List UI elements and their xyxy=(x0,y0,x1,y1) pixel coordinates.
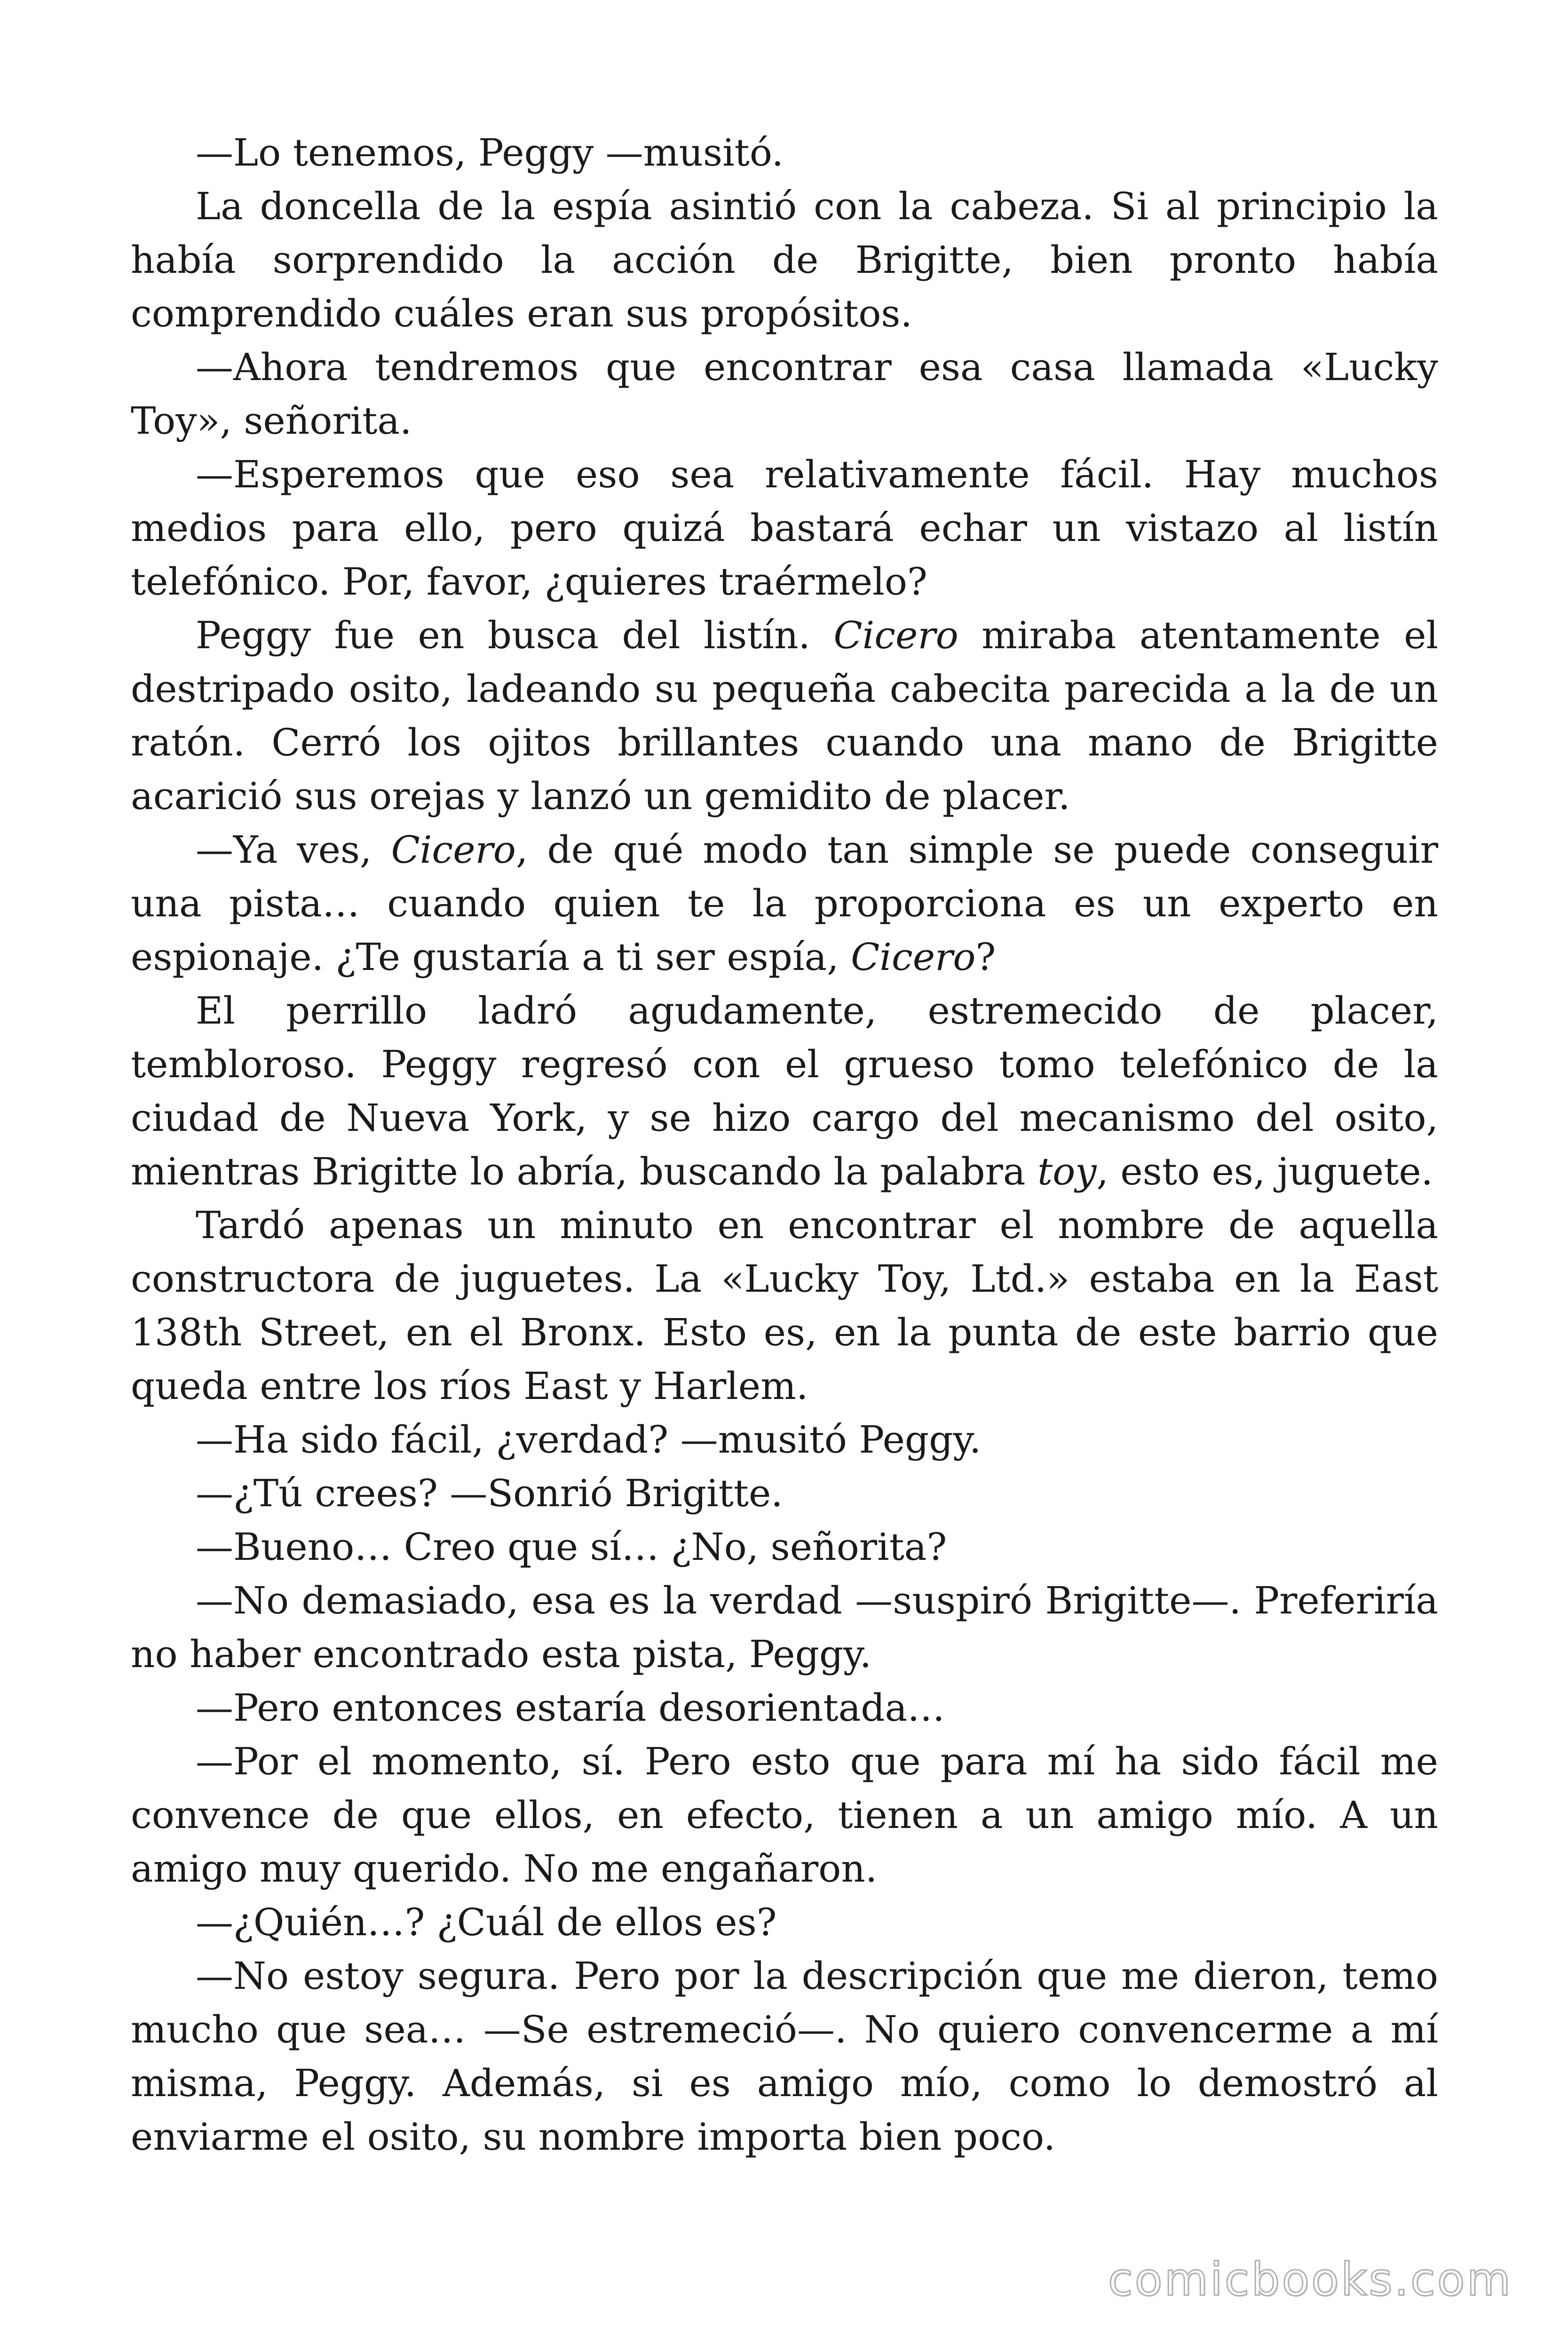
paragraph: La doncella de la espía asintió con la cabeza. Si al principio la había sorprendido la acción de Brigitte, bien pronto había comprendido cuáles eran sus propósitos. xyxy=(131,184,1438,335)
paragraph: —¿Quién…? ¿Cuál de ellos es? xyxy=(196,1900,777,1944)
paragraph: El perrillo ladró agudamente, estremecido de placer, tembloroso. Peggy regresó con el grueso tomo telefónico de la ciudad de Nueva York, y se hizo cargo del mecanismo del osito, mientras Brigitte lo abría, buscando la palabra toy, esto es, juguete. xyxy=(131,989,1438,1193)
paragraph: —Ahora tendremos que encontrar esa casa llamada «Lucky Toy», señorita. xyxy=(131,345,1438,443)
paragraph: —Pero entonces estaría desorientada… xyxy=(196,1686,945,1730)
watermark: comicbooks.com xyxy=(1108,2253,1513,2306)
paragraph: Tardó apenas un minuto en encontrar el nombre de aquella constructora de juguetes. La «Lucky Toy, Ltd.» estaba en la East 138th Street, en el Bronx. Esto es, en la punta de este barrio que queda entre los ríos East y Harlem. xyxy=(131,1203,1438,1408)
paragraph: —Ya ves, Cicero, de qué modo tan simple se puede conseguir una pista… cuando quien te la proporciona es un experto en espionaje. ¿Te gustaría a ti ser espía, Cicero? xyxy=(131,828,1438,979)
paragraph: —Bueno… Creo que sí… ¿No, señorita? xyxy=(196,1525,947,1569)
paragraph: —Esperemos que eso sea relativamente fácil. Hay muchos medios para ello, pero quizá bastará echar un vistazo al listín telefónico. Por, favor, ¿quieres traérmelo? xyxy=(131,453,1438,604)
paragraph: —Ha sido fácil, ¿verdad? —musitó Peggy. xyxy=(196,1418,982,1462)
paragraph: —No demasiado, esa es la verdad —suspiró Brigitte—. Preferiría no haber encontrado esta pista, Peggy. xyxy=(131,1579,1438,1676)
paragraph: —No estoy segura. Pero por la descripción que me dieron, temo mucho que sea… —Se estremeció—. No quiero convencerme a mí misma, Peggy. Además, si es amigo mío, como lo demostró al enviarme el osito, su nombre importa bien poco. xyxy=(131,1954,1438,2159)
paragraph: —Lo tenemos, Peggy —musitó. xyxy=(196,131,784,175)
paragraph: Peggy fue en busca del listín. Cicero miraba atentamente el destripado osito, ladeando su pequeña cabecita parecida a la de un ratón. Cerró los ojitos brillantes cuando una mano de Brigitte acarició sus orejas y lanzó un gemidito de placer. xyxy=(131,613,1438,818)
paragraph: —Por el momento, sí. Pero esto que para mí ha sido fácil me convence de que ellos, en efecto, tienen a un amigo mío. A un amigo muy querido. No me engañaron. xyxy=(131,1740,1438,1891)
paragraph: —¿Tú crees? —Sonrió Brigitte. xyxy=(196,1471,783,1515)
page-body xyxy=(131,126,1438,2164)
